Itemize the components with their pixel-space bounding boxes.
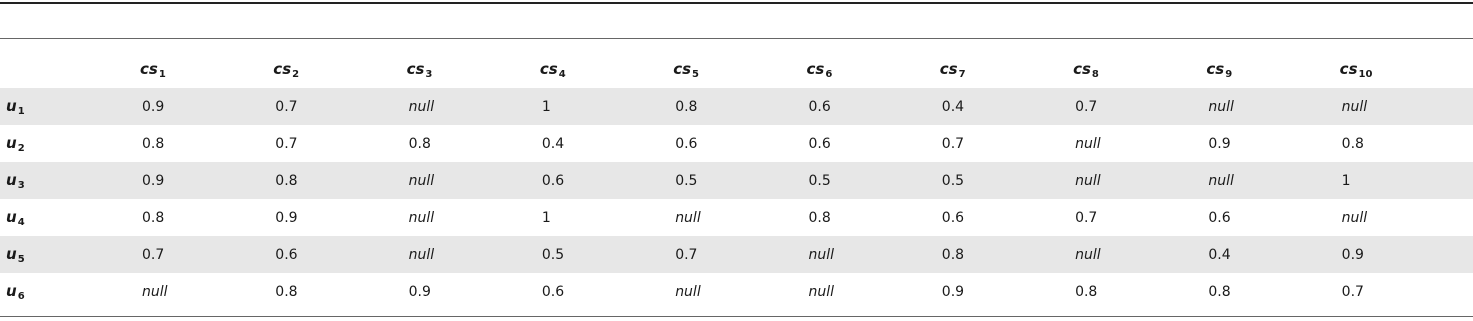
table-cell: 0.7: [1075, 209, 1098, 226]
table-cell: 0.7: [275, 98, 298, 115]
table-cell: 0.8: [808, 209, 831, 226]
table-cell: 0.8: [408, 135, 431, 152]
table-cell: 0.5: [541, 246, 565, 263]
table-cell: 0.8: [142, 209, 165, 226]
row-label-u2: $u_2$: [6, 133, 25, 154]
table-cell: null: [1075, 172, 1101, 189]
table-row: [0, 199, 1473, 236]
table-cell: 0.7: [275, 135, 298, 152]
header-rule: [0, 38, 1473, 39]
table-cell: 0.4: [941, 98, 965, 115]
table-cell: 0.4: [541, 135, 565, 152]
column-header-cs6: $cs_6$: [806, 59, 833, 80]
table-row: [0, 88, 1473, 125]
table-cell: null: [408, 246, 435, 263]
table-cell: 0.8: [275, 283, 298, 300]
table-cell: null: [1208, 98, 1234, 115]
column-header-cs2: $cs_2$: [273, 59, 300, 80]
row-label-u1: $u_1$: [6, 96, 25, 117]
row-label-u3: $u_3$: [6, 170, 25, 191]
table-cell: null: [1075, 246, 1101, 263]
table-cell: null: [808, 283, 835, 300]
table-cell: 0.6: [675, 135, 698, 152]
table-cell: null: [408, 172, 435, 189]
table-cell: 0.9: [142, 172, 165, 189]
table-cell: 0.8: [1208, 283, 1231, 300]
table-cell: 0.9: [1208, 135, 1231, 152]
column-header-cs8: $cs_8$: [1073, 59, 1099, 80]
table-cell: 0.4: [1208, 246, 1231, 263]
table-cell: 0.6: [941, 209, 965, 226]
table-cell: 0.5: [808, 172, 831, 189]
table-cell: null: [1341, 98, 1368, 115]
table-cell: null: [675, 283, 701, 300]
table-cell: 0.8: [142, 135, 165, 152]
table-cell: 1: [541, 98, 551, 115]
column-header-cs7: $cs_7$: [939, 59, 966, 80]
table-cell: null: [1208, 172, 1234, 189]
table-cell: 0.8: [275, 172, 298, 189]
table-cell: 0.6: [808, 135, 831, 152]
table-cell: 1: [1341, 172, 1351, 189]
table-cell: null: [1075, 135, 1101, 152]
table-cell: null: [408, 209, 435, 226]
table-cell: 0.8: [1341, 135, 1364, 152]
row-label-u6: $u_6$: [6, 281, 25, 302]
row-label-u4: $u_4$: [6, 207, 25, 228]
table-cell: 0.7: [1341, 283, 1364, 300]
table-cell: 0.6: [1208, 209, 1231, 226]
table-cell: 0.7: [1075, 98, 1098, 115]
table-cell: 0.9: [142, 98, 165, 115]
table-cell: 0.7: [675, 246, 698, 263]
table-cell: 0.6: [541, 172, 565, 189]
table-cell: 1: [541, 209, 551, 226]
column-header-cs3: $cs_3$: [406, 59, 433, 80]
table-cell: 0.9: [275, 209, 298, 226]
table-cell: 0.6: [275, 246, 298, 263]
bottom-rule: [0, 316, 1473, 317]
table-header-row: [0, 51, 1473, 88]
table-cell: null: [808, 246, 835, 263]
table-cell: null: [1341, 209, 1368, 226]
table-row: [0, 236, 1473, 273]
table-cell: 0.6: [541, 283, 565, 300]
table-cell: null: [408, 98, 435, 115]
table-cell: 0.8: [941, 246, 965, 263]
table-cell: null: [675, 209, 701, 226]
column-header-cs5: $cs_5$: [673, 59, 699, 80]
table-corner-cell: [0, 51, 140, 88]
top-rule: [0, 2, 1473, 4]
column-header-cs10: $cs_{10}$: [1339, 59, 1373, 80]
table-row: [0, 273, 1473, 310]
row-label-u5: $u_5$: [6, 244, 25, 265]
column-header-cs1: $cs_1$: [140, 59, 166, 80]
rating-table: [0, 51, 1473, 310]
table-cell: null: [142, 283, 168, 300]
table-cell: 0.7: [142, 246, 165, 263]
table-cell: 0.5: [675, 172, 698, 189]
table-row: [0, 125, 1473, 162]
column-header-cs4: $cs_4$: [539, 59, 566, 80]
table-cell: 0.9: [408, 283, 431, 300]
table-cell: 0.9: [1341, 246, 1364, 263]
table-cell: 0.8: [675, 98, 698, 115]
table-cell: 0.9: [941, 283, 965, 300]
table-cell: 0.7: [941, 135, 965, 152]
table-cell: 0.8: [1075, 283, 1098, 300]
column-header-cs9: $cs_9$: [1206, 59, 1233, 80]
table-cell: 0.5: [941, 172, 965, 189]
table-cell: 0.6: [808, 98, 831, 115]
table-row: [0, 162, 1473, 199]
